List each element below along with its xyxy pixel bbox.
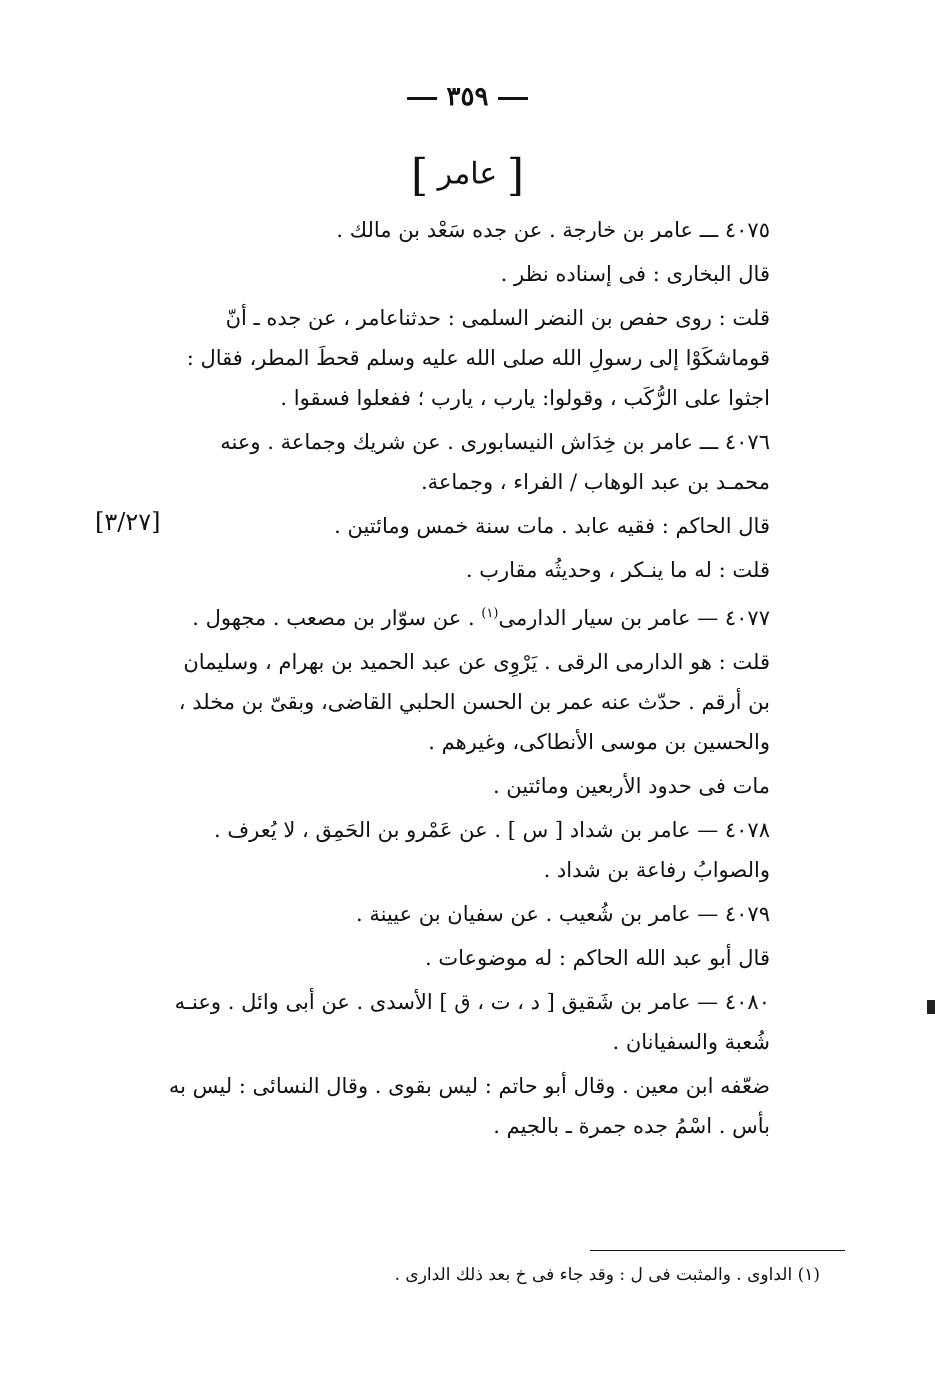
footnote-divider (590, 1250, 845, 1251)
paragraph-abu-abdullah: قال أبو عبد الله الحاكم : له موضوعات . (424, 946, 770, 970)
paragraph-4080: ٤٠٨٠ — عامر بن شَقيق [ د ، ت ، ق ] الأسدى . عن أبى وائل . وعنـه شُعبة والسفيانان . (174, 990, 770, 1054)
dash-left (407, 97, 437, 100)
paragraph-4076: ٤٠٧٦ ـــ عامر بن خِدَاش النيسابورى . عن شريك وجماعة . وعنه محمـد بن عبد الوهاب / الفراء ، وجماعة. (220, 430, 770, 494)
section-title (0, 150, 935, 201)
paragraph-4077 (160, 594, 800, 638)
paragraph-hakim: قال الحاكم : فقيه عابد . مات سنة خمس ومائتين . (334, 514, 770, 538)
paragraph-ibn-main: ضعّفه ابن معين . وقال أبو حاتم : ليس بقوى . وقال النسائى : ليس به بأس . اسْمُ جده جمرة ـ بالجيم . (168, 1074, 770, 1138)
paragraph-bukhari: قال البخارى : فى إسناده نظر . (500, 262, 770, 286)
paragraph-4077-text: ٤٠٧٧ — عامر بن سيار الدارمى (498, 606, 770, 630)
paragraph-4079: ٤٠٧٩ — عامر بن شُعيب . عن سفيان بن عيينة . (355, 902, 770, 926)
dash-right (498, 97, 528, 100)
paragraph-4075: ٤٠٧٥ ـــ عامر بن خارجة . عن جده سَعْد بن مالك . (336, 218, 770, 242)
footnote: (١) الداوى . والمثبت فى ل : وقد جاء فى خ بعد ذلك الدارى . (394, 1265, 820, 1285)
paragraph-qultu-1: قلت : له ما ينـكر ، وحديثُه مقارب . (465, 558, 770, 582)
paragraph-4078: ٤٠٧٨ — عامر بن شداد [ س ] . عن عَمْرو بن الحَمِق ، لا يُعرف . والصوابُ رفاعة بن شداد . (214, 818, 770, 882)
page-number-text: ٣٥٩ (446, 82, 489, 112)
main-text (160, 210, 800, 1150)
paragraph-death: مات فى حدود الأربعين ومائتين . (492, 774, 770, 798)
bracket-open: [ (506, 150, 525, 201)
bracket-close: ] (410, 150, 429, 201)
paragraph-darimi: قلت : هو الدارمى الرقى . يَرْوِى عن عبد الحميد بن بهرام ، وسليمان بن أرقم . حدّث عنه عمر بن الحسن الحلبي القاضى، وبقىّ بن مخلد ، والحسين بن موسى الأنطاكى، وغيرهم . (178, 650, 770, 754)
scan-edge-mark (927, 1000, 935, 1014)
paragraph-hafs: قلت : روى حفص بن النضر السلمى : حدثناعامر ، عن جده ـ أنّ قوماشكَوْا إلى رسولِ الله صلى الله عليه وسلم قحطَ المطر، فقال : اجثوا على الرُّكَب ، وقولوا: يارب ، يارب ؛ ففعلوا فسقوا . (186, 306, 770, 410)
section-title-text: عامر (437, 156, 498, 192)
paragraph-4077-after: . عن سوّار بن مصعب . مجهول . (192, 606, 482, 630)
side-reference: [٣/٢٧] (95, 508, 161, 536)
page-number (0, 82, 935, 112)
footnote-mark: (١) (481, 606, 499, 621)
